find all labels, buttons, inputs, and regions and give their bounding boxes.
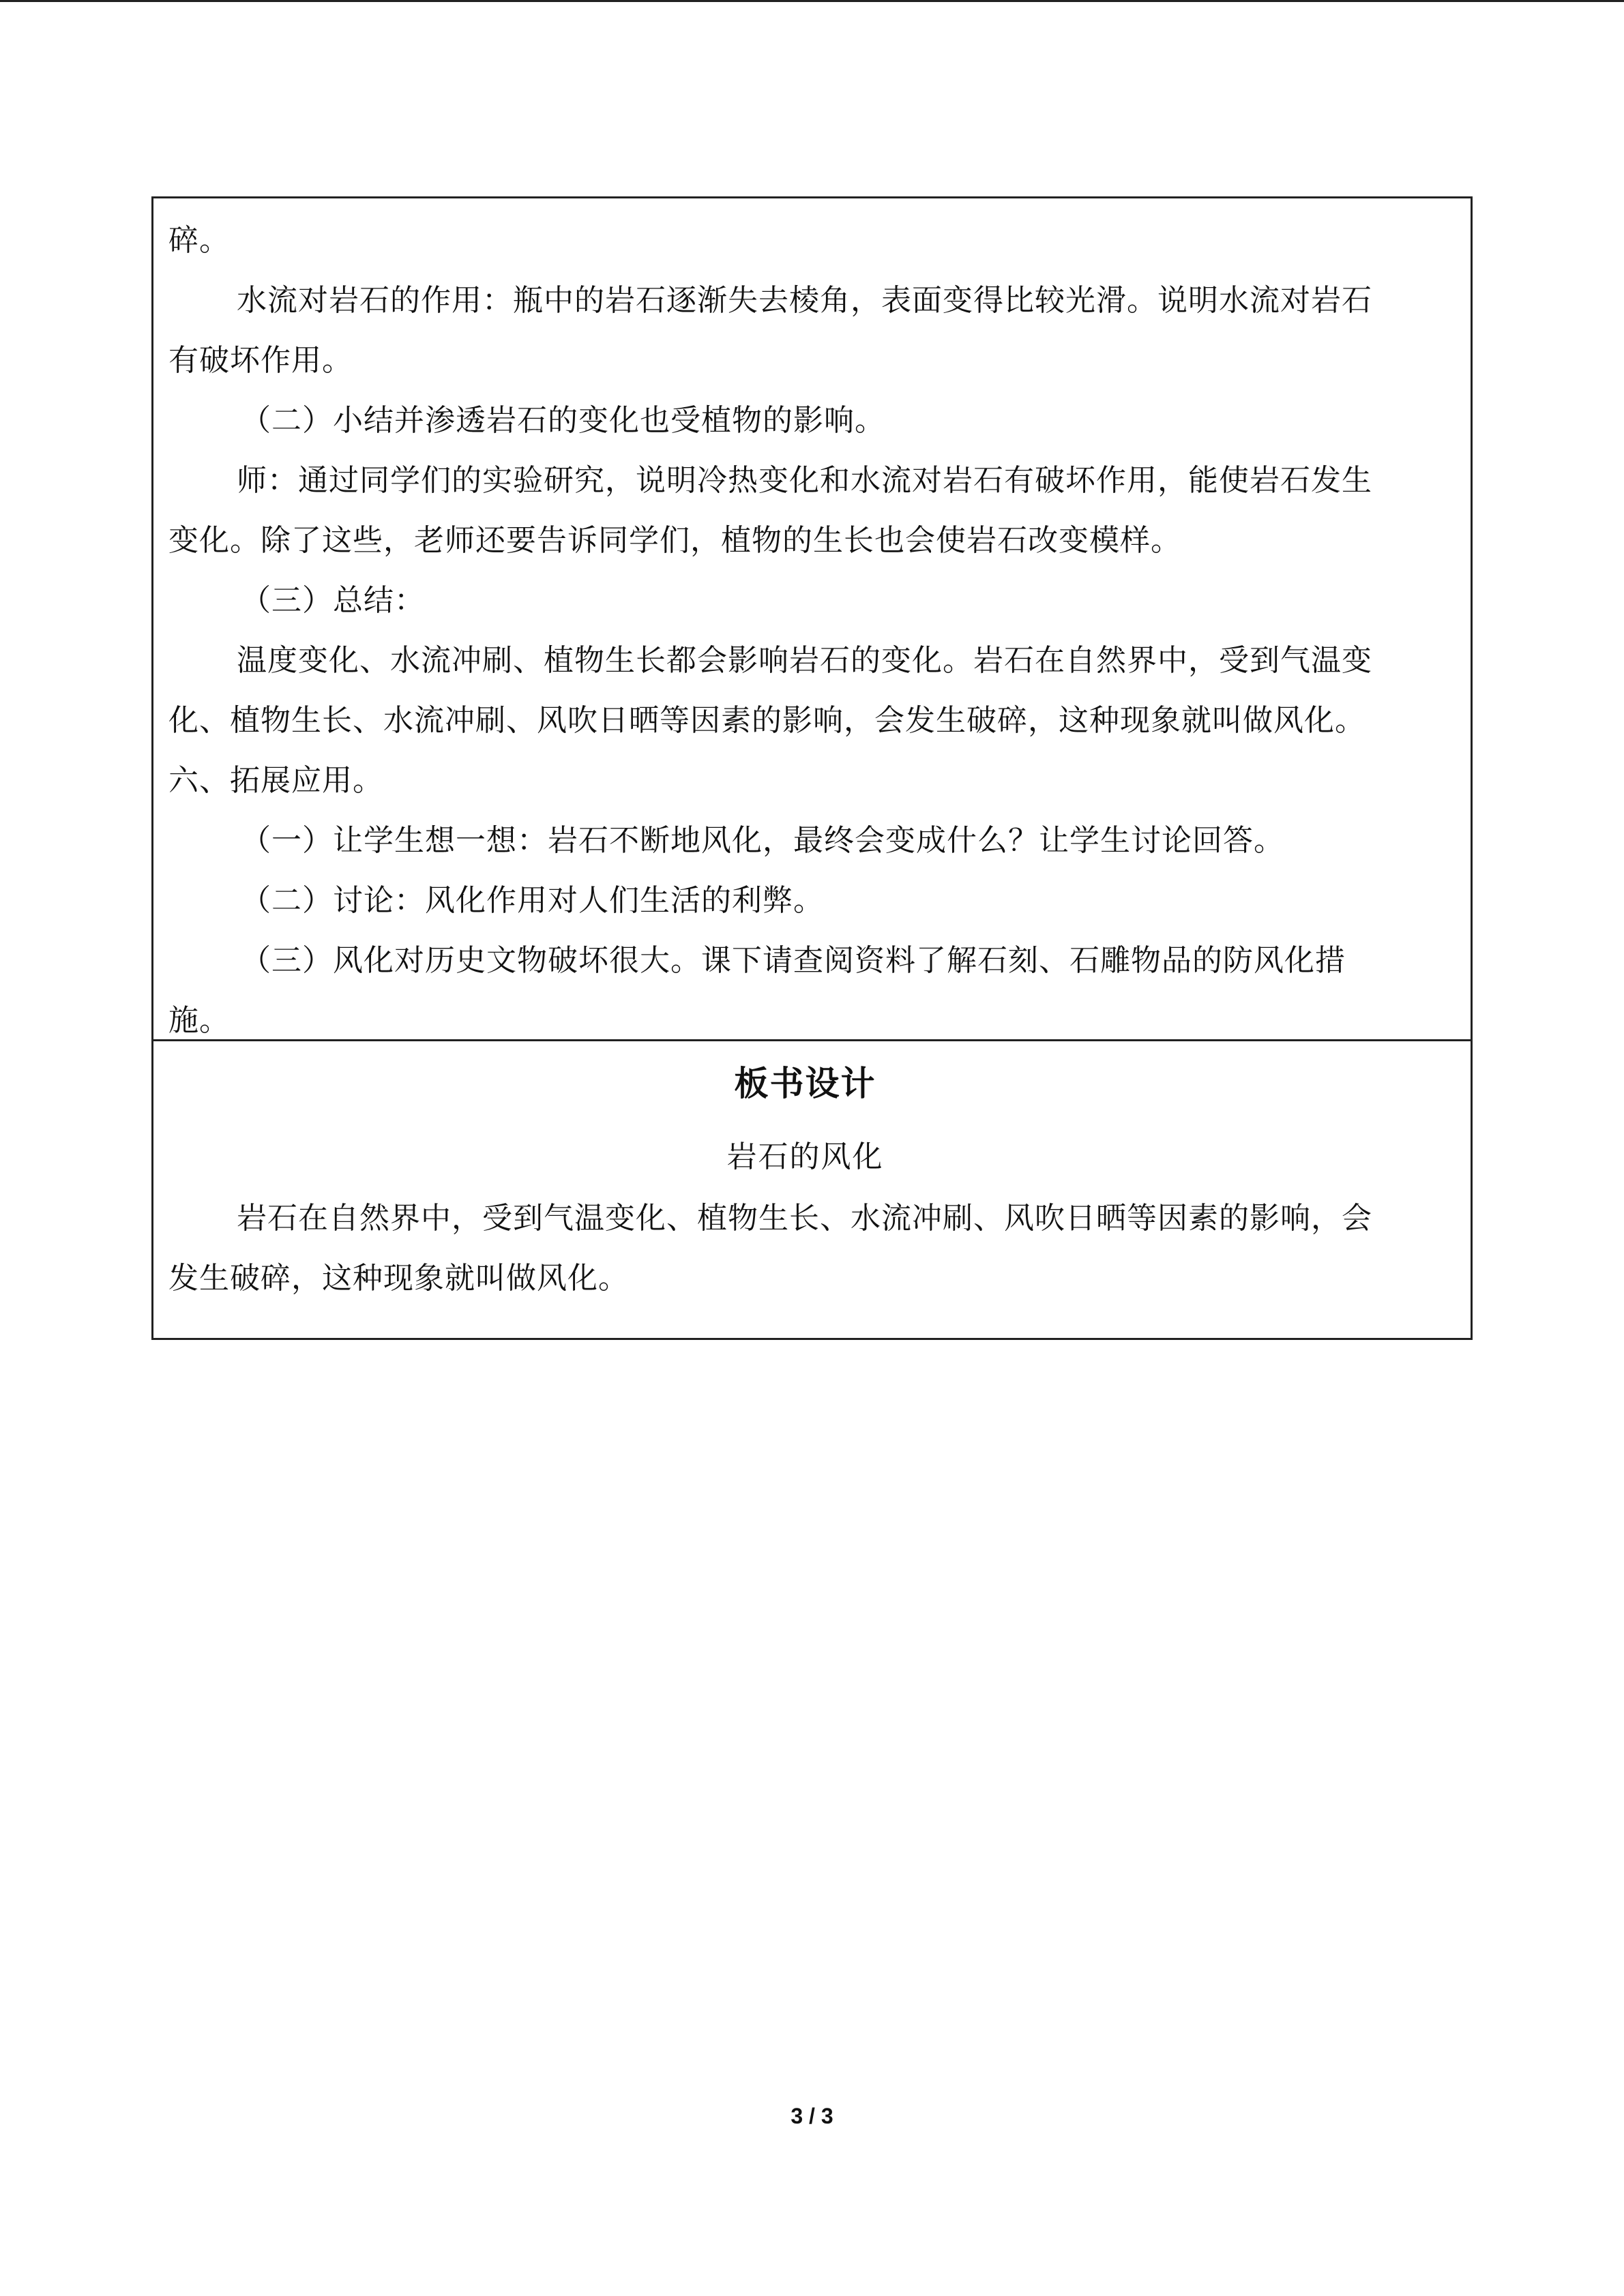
text-line: 有破坏作用。 — [168, 343, 353, 378]
section-heading-extension: 六、拓展应用。 — [168, 763, 383, 798]
board-title: 岩石的风化 — [726, 1139, 884, 1174]
lesson-plan-table — [151, 196, 1473, 1340]
page-number: 3 / 3 — [791, 2104, 833, 2128]
text-line: 碎。 — [168, 223, 230, 258]
text-line: 化、植物生长、水流冲刷、风吹日晒等因素的影响，会发生破碎，这种现象就叫做风化。 — [168, 703, 1365, 738]
text-line: 温度变化、水流冲刷、植物生长都会影响岩石的变化。岩石在自然界中，受到气温变 — [237, 643, 1372, 678]
text-line: 变化。除了这些，老师还要告诉同学们，植物的生长也会使岩石改变模样。 — [168, 523, 1181, 558]
text-line: 施。 — [168, 1003, 230, 1038]
page-top-border — [0, 0, 1624, 2]
list-item: （一）让学生想一想：岩石不断地风化，最终会变成什么？让学生讨论回答。 — [241, 823, 1284, 858]
board-design-cell — [153, 1041, 1471, 1338]
list-item: （二）讨论：风化作用对人们生活的利弊。 — [241, 883, 824, 918]
board-design-heading: 板书设计 — [734, 1064, 876, 1103]
subsection-heading: （三）总结： — [241, 583, 425, 618]
text-line: 师：通过同学们的实验研究，说明冷热变化和水流对岩石有破坏作用，能使岩石发生 — [237, 463, 1372, 498]
text-line: 发生破碎，这种现象就叫做风化。 — [168, 1261, 629, 1296]
subsection-heading: （二）小结并渗透岩石的变化也受植物的影响。 — [241, 403, 885, 438]
text-line: 水流对岩石的作用：瓶中的岩石逐渐失去棱角，表面变得比较光滑。说明水流对岩石 — [237, 283, 1372, 318]
list-item: （三）风化对历史文物破坏很大。课下请查阅资料了解石刻、石雕物品的防风化措 — [241, 943, 1346, 978]
text-line: 岩石在自然界中，受到气温变化、植物生长、水流冲刷、风吹日晒等因素的影响，会 — [237, 1201, 1372, 1236]
teaching-process-cell — [153, 198, 1471, 1041]
